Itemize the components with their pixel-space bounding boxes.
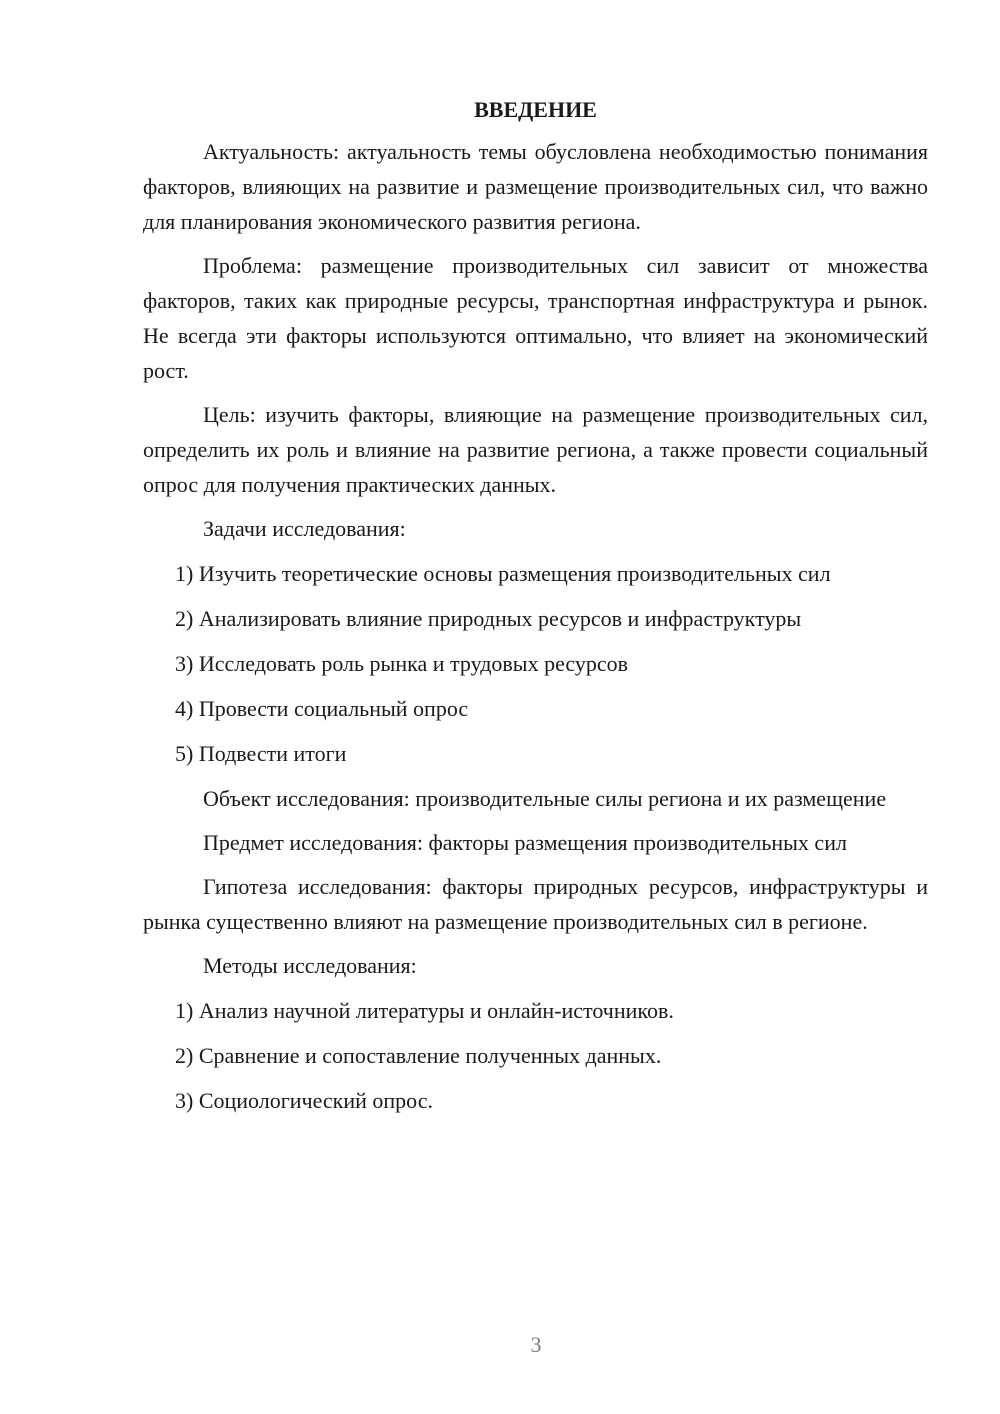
subject-paragraph: Предмет исследования: факторы размещения производительных сил — [203, 830, 847, 855]
tasks-heading: Задачи исследования: — [203, 516, 406, 541]
method-item: 2) Сравнение и сопоставление полученных данных. — [175, 1043, 662, 1068]
task-item: 1) Изучить теоретические основы размещения производительных сил — [175, 561, 831, 586]
object-paragraph: Объект исследования: производительные силы региона и их размещение — [203, 786, 887, 811]
method-item: 3) Социологический опрос. — [175, 1088, 433, 1113]
methods-heading: Методы исследования: — [203, 953, 417, 978]
hypothesis-paragraph: Гипотеза исследования: факторы природных ресурсов, инфраструктуры и рынка существенно влияют на размещение производительных сил в регионе. — [143, 874, 928, 934]
page-number: 3 — [530, 1332, 542, 1357]
task-item: 5) Подвести итоги — [175, 741, 347, 766]
methods-list — [143, 993, 928, 1118]
goal-paragraph: Цель: изучить факторы, влияющие на размещение производительных сил, определить их роль и влияние на развитие региона, а также провести социальный опрос для получения практических данных. — [143, 402, 928, 497]
document-page — [143, 92, 928, 1128]
document-title: ВВЕДЕНИЕ — [474, 97, 597, 122]
task-item: 3) Исследовать роль рынка и трудовых ресурсов — [175, 651, 629, 676]
task-item: 2) Анализировать влияние природных ресурсов и инфраструктуры — [175, 606, 802, 631]
relevance-paragraph: Актуальность: актуальность темы обусловлена необходимостью понимания факторов, влияющих на развитие и размещение производительных сил, что важно для планирования экономического развития региона. — [143, 139, 928, 234]
problem-paragraph: Проблема: размещение производительных сил зависит от множества факторов, таких как природные ресурсы, транспортная инфраструктура и рынок. Не всегда эти факторы используются оптимально, что влияет на экономический рост. — [143, 253, 928, 383]
tasks-list — [143, 556, 928, 771]
method-item: 1) Анализ научной литературы и онлайн-источников. — [175, 998, 674, 1023]
task-item: 4) Провести социальный опрос — [175, 696, 469, 721]
